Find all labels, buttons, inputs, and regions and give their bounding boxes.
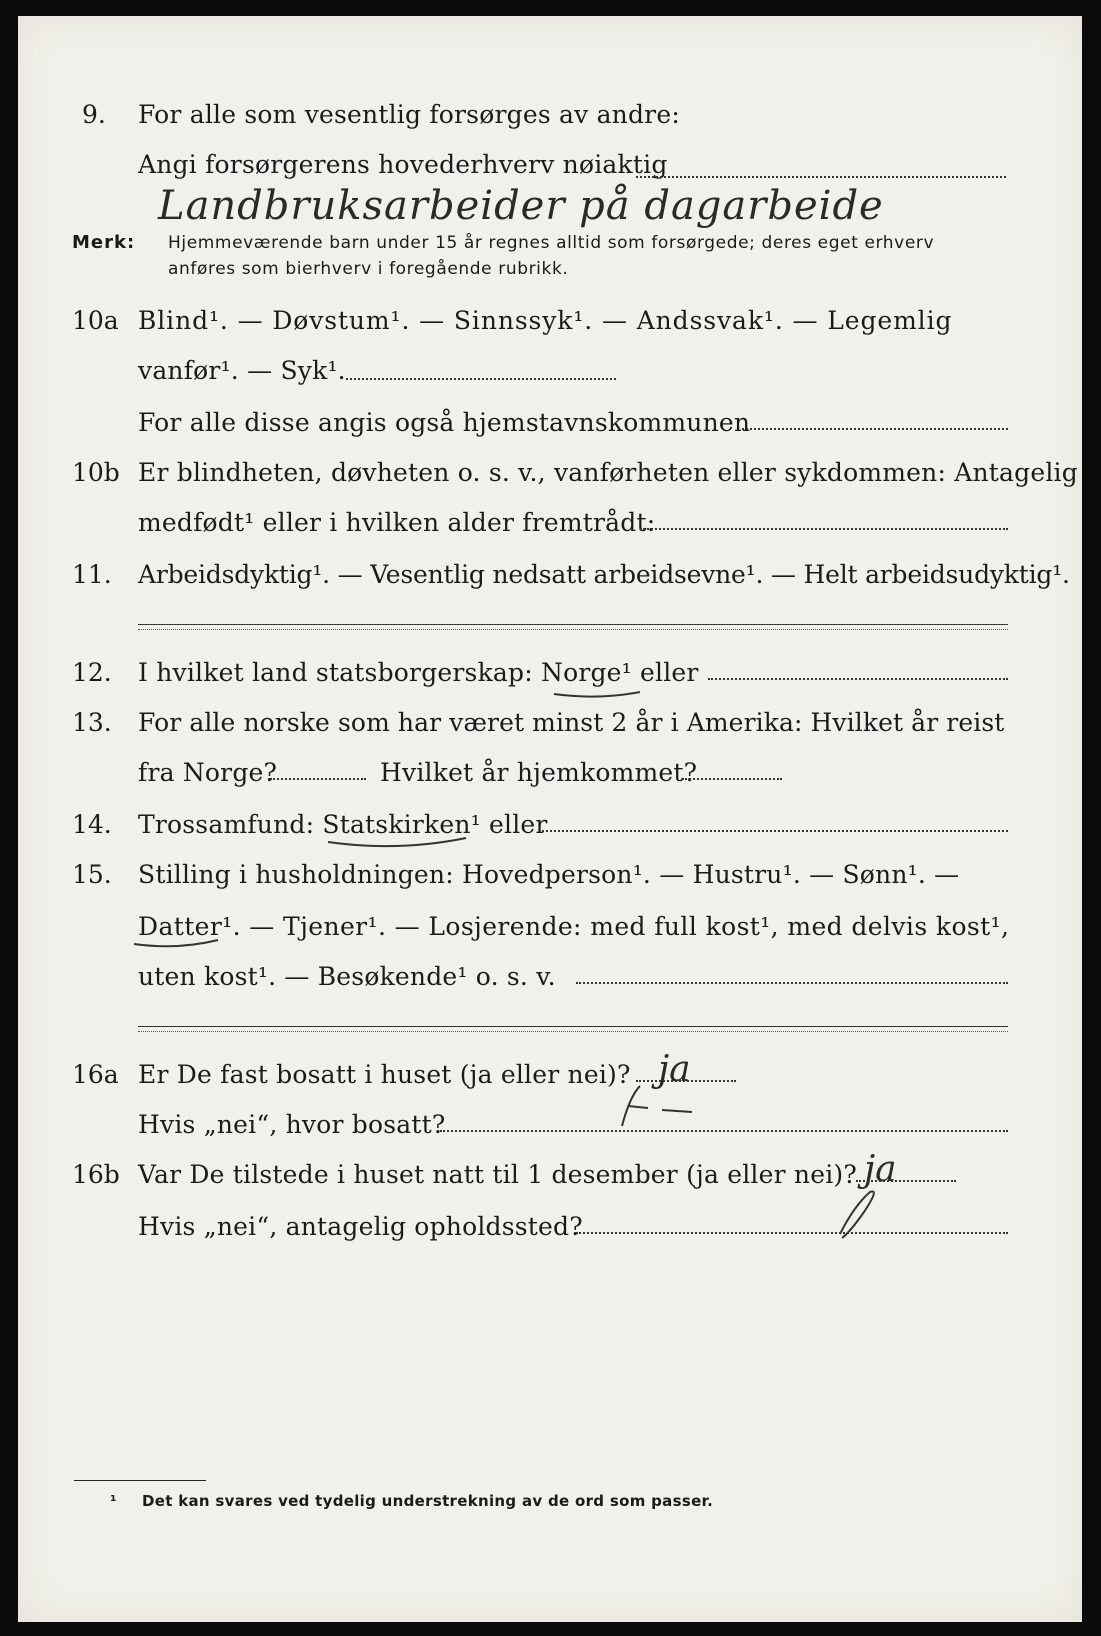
q13-question-line1: For alle norske som har været minst 2 år i Amerika: Hvilket år reist xyxy=(138,708,1005,737)
q9-number: 9. xyxy=(82,100,106,129)
q15-question-line3: uten kost¹. — Besøkende¹ o. s. v. xyxy=(138,962,556,991)
norge-underline xyxy=(554,692,640,697)
footnote-text: Det kan svares ved tydelig understrekning av de ord som passer. xyxy=(142,1492,714,1510)
q10a-question-line1: Blind¹. — Døvstum¹. — Sinnssyk¹. — Andssvak¹. — Legemlig xyxy=(138,306,953,335)
q10a-question-line3: For alle disse angis også hjemstavnskommunen xyxy=(138,408,751,437)
q10b-question-line1: Er blindheten, døvheten o. s. v., vanførheten eller sykdommen: Antagelig xyxy=(138,458,1078,487)
q10b-number: 10b xyxy=(72,458,120,487)
footnote-mark: ¹ xyxy=(110,1492,117,1510)
q9-question-line2: Angi forsørgerens hovederhverv nøiaktig xyxy=(138,150,668,179)
q10a-number: 10a xyxy=(72,306,119,335)
merk-note-line1: Hjemmeværende barn under 15 år regnes alltid som forsørgede; deres eget erhverv xyxy=(168,233,935,253)
merk-label: Merk: xyxy=(72,232,136,253)
q10b-question-line2: medfødt¹ eller i hvilken alder fremtrådt: xyxy=(138,508,656,537)
q16a-handwritten-answer: ja xyxy=(658,1049,691,1090)
q15-number: 15. xyxy=(72,860,112,889)
q13-number: 13. xyxy=(72,708,112,737)
q16b-handwritten-answer: ja xyxy=(864,1149,897,1190)
q11-question-line1: Arbeidsdyktig¹. — Vesentlig nedsatt arbeidsevne¹. — Helt arbeidsudyktig¹. xyxy=(138,560,1070,589)
q16b-ditto-mark xyxy=(840,1191,874,1238)
q11-number: 11. xyxy=(72,560,112,589)
census-form-page xyxy=(18,16,1082,1622)
statskirken-underline xyxy=(328,838,466,846)
q9-handwritten-answer: Landbruksarbeider på dagarbeide xyxy=(158,183,884,229)
q15-question-line1: Stilling i husholdningen: Hovedperson¹. — Hustru¹. — Sønn¹. — xyxy=(138,860,960,889)
q14-number: 14. xyxy=(72,810,112,839)
q9-question-line1: For alle som vesentlig forsørges av andre: xyxy=(138,100,680,129)
q16a-question-line2: Hvis „nei“, hvor bosatt? xyxy=(138,1110,446,1139)
handwriting-marks xyxy=(18,16,1082,1622)
q16a-ditto-mark xyxy=(622,1086,692,1126)
q16a-question-line1: Er De fast bosatt i huset (ja eller nei)? xyxy=(138,1060,631,1089)
q12-number: 12. xyxy=(72,658,112,687)
q13-question-line2a: fra Norge? xyxy=(138,758,278,787)
q16b-question-line1: Var De tilstede i huset natt til 1 desember (ja eller nei)? xyxy=(138,1160,857,1189)
q16a-number: 16a xyxy=(72,1060,119,1089)
merk-note-line2: anføres som bierhverv i foregående rubrikk. xyxy=(168,259,569,279)
q14-question-line1: Trossamfund: Statskirken¹ eller xyxy=(138,810,548,839)
datter-underline xyxy=(134,940,218,946)
q13-question-line2b: Hvilket år hjemkommet? xyxy=(380,758,698,787)
q16b-question-line2: Hvis „nei“, antagelig opholdssted? xyxy=(138,1212,583,1241)
q10a-question-line2: vanfør¹. — Syk¹. xyxy=(138,356,346,385)
q15-question-line2: Datter¹. — Tjener¹. — Losjerende: med full kost¹, med delvis kost¹, xyxy=(138,912,1010,941)
q16b-number: 16b xyxy=(72,1160,120,1189)
q12-question-line1: I hvilket land statsborgerskap: Norge¹ eller xyxy=(138,658,699,687)
